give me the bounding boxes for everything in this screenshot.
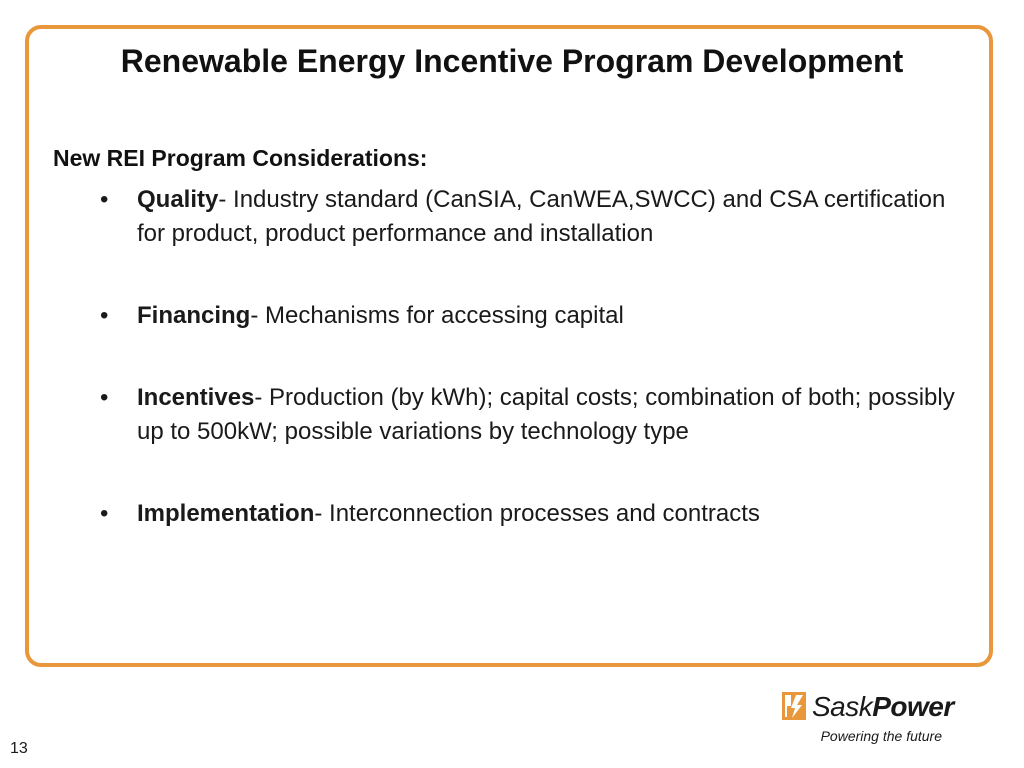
- brand-name: [812, 690, 954, 724]
- saskpower-logo-icon: [782, 692, 806, 720]
- brand-name-part2: Power: [872, 691, 954, 722]
- bullet-text: - Mechanisms for accessing capital: [250, 302, 624, 329]
- bullet-quality: [100, 183, 960, 251]
- bullet-term: Quality: [137, 186, 219, 213]
- bullet-term: Implementation: [137, 500, 315, 527]
- brand-name-part1: Sask: [812, 691, 873, 722]
- bullet-text: - Interconnection processes and contracts: [314, 500, 760, 527]
- page-number: 13: [10, 740, 28, 757]
- bullet-dot-icon: •: [100, 186, 109, 213]
- bullet-term: Financing: [137, 302, 251, 329]
- bullet-dot-icon: •: [100, 384, 109, 411]
- bullet-term: Incentives: [137, 384, 255, 411]
- bullet-implementation: [100, 497, 960, 531]
- section-heading: New REI Program Considerations:: [53, 145, 428, 171]
- brand-tagline: Powering the future: [820, 728, 942, 744]
- bullet-incentives: [100, 381, 960, 449]
- bullet-text: - Production (by kWh); capital costs; combination of both; possibly up to 500kW; possible variations by technology type: [137, 384, 955, 445]
- bullet-dot-icon: •: [100, 500, 109, 527]
- slide-title: Renewable Energy Incentive Program Development: [120, 43, 904, 79]
- bullet-list: [100, 183, 960, 531]
- bullet-financing: [100, 299, 960, 333]
- bullet-dot-icon: •: [100, 302, 109, 329]
- bullet-text: - Industry standard (CanSIA, CanWEA,SWCC) and CSA certification for product, product performance and installation: [137, 186, 946, 247]
